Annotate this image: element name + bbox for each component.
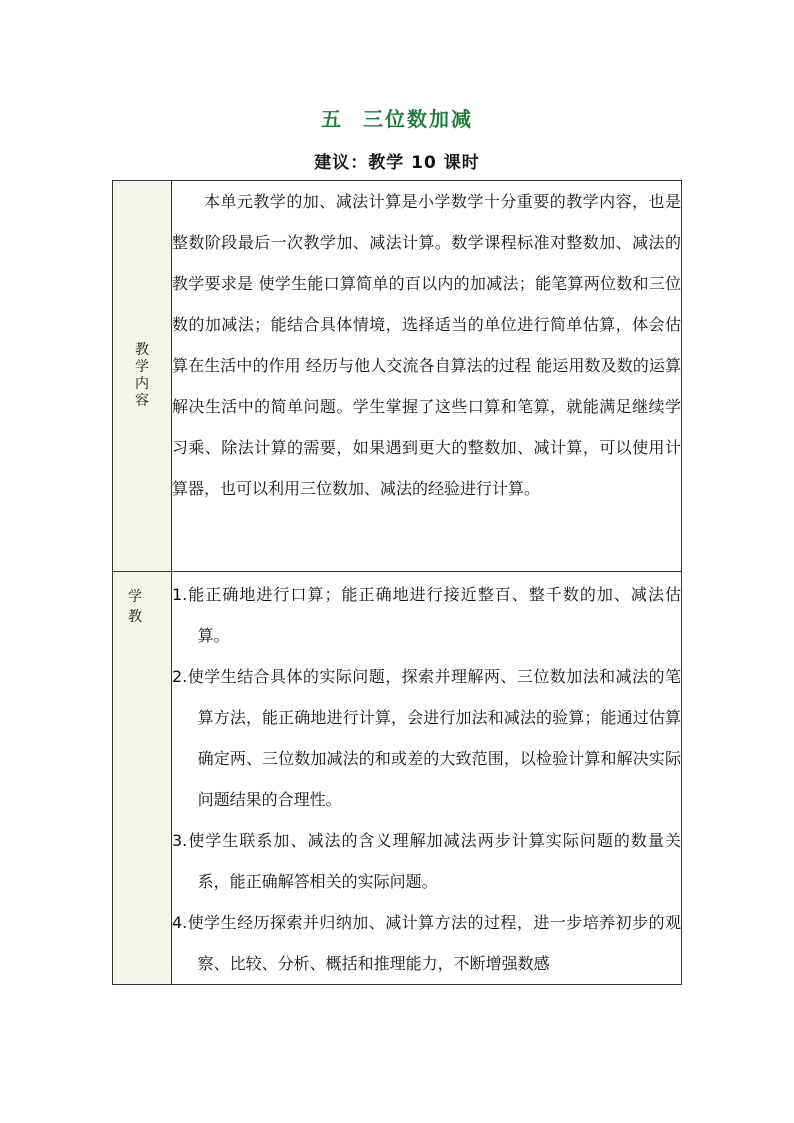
goal-item-3: 3.使学生联系加、减法的含义理解加减法两步计算实际问题的数量关系，能正确解答相关的实际问题。 [172, 831, 681, 891]
teaching-goals-label-cell [113, 572, 172, 985]
teaching-goals-label: 学 教 [128, 589, 156, 625]
teaching-content-cell [172, 181, 682, 572]
teaching-goals-cell [172, 572, 682, 985]
teaching-content-label: 教学内容 [135, 342, 149, 409]
page-title [0, 103, 794, 132]
teaching-plan-table [112, 180, 682, 985]
unit-title: 三位数加减 [363, 107, 473, 131]
goal-item-1: 1.能正确地进行口算；能正确地进行接近整百、整千数的加、减法估算。 [172, 585, 681, 645]
goal-item-2: 2.使学生结合具体的实际问题，探索并理解两、三位数加法和减法的笔算方法，能正确地进行计算，会进行加法和减法的验算；能通过估算确定两、三位数加减法的和或差的大致范围，以检验计算和解决实际问题结果的合理性。 [172, 667, 681, 809]
goal-item-4: 4.使学生经历探索并归纳加、减计算方法的过程，进一步培养初步的观察、比较、分析、概括和推理能力，不断增强数感 [172, 913, 681, 973]
teaching-content-row [113, 181, 682, 572]
teaching-content-text: 本单元教学的加、减法计算是小学数学十分重要的教学内容，也是整数阶段最后一次教学加、减法计算。数学课程标准对整数加、减法的教学要求是 使学生能口算简单的百以内的加减法；能笔算两位数和三位数的加减法；能结合具体情境，选择适当的单位进行简单估算，体会估算在生活中的作用 经历与他人交流各自算法的过程 能运用数及数的运算解决生活中的简单问题。学生掌握了这些口算和笔算，就能满足继续学习乘、除法计算的需要，如果遇到更大的整数加、减计算，可以使用计算器，也可以利用三位数加、减法的经验进行计算。 [172, 192, 681, 498]
teaching-goals-row [113, 572, 682, 985]
lesson-suggestion: 建议：教学 10 课时 [314, 153, 480, 173]
unit-number: 五 [321, 107, 343, 131]
teaching-content-label-cell [113, 181, 172, 572]
